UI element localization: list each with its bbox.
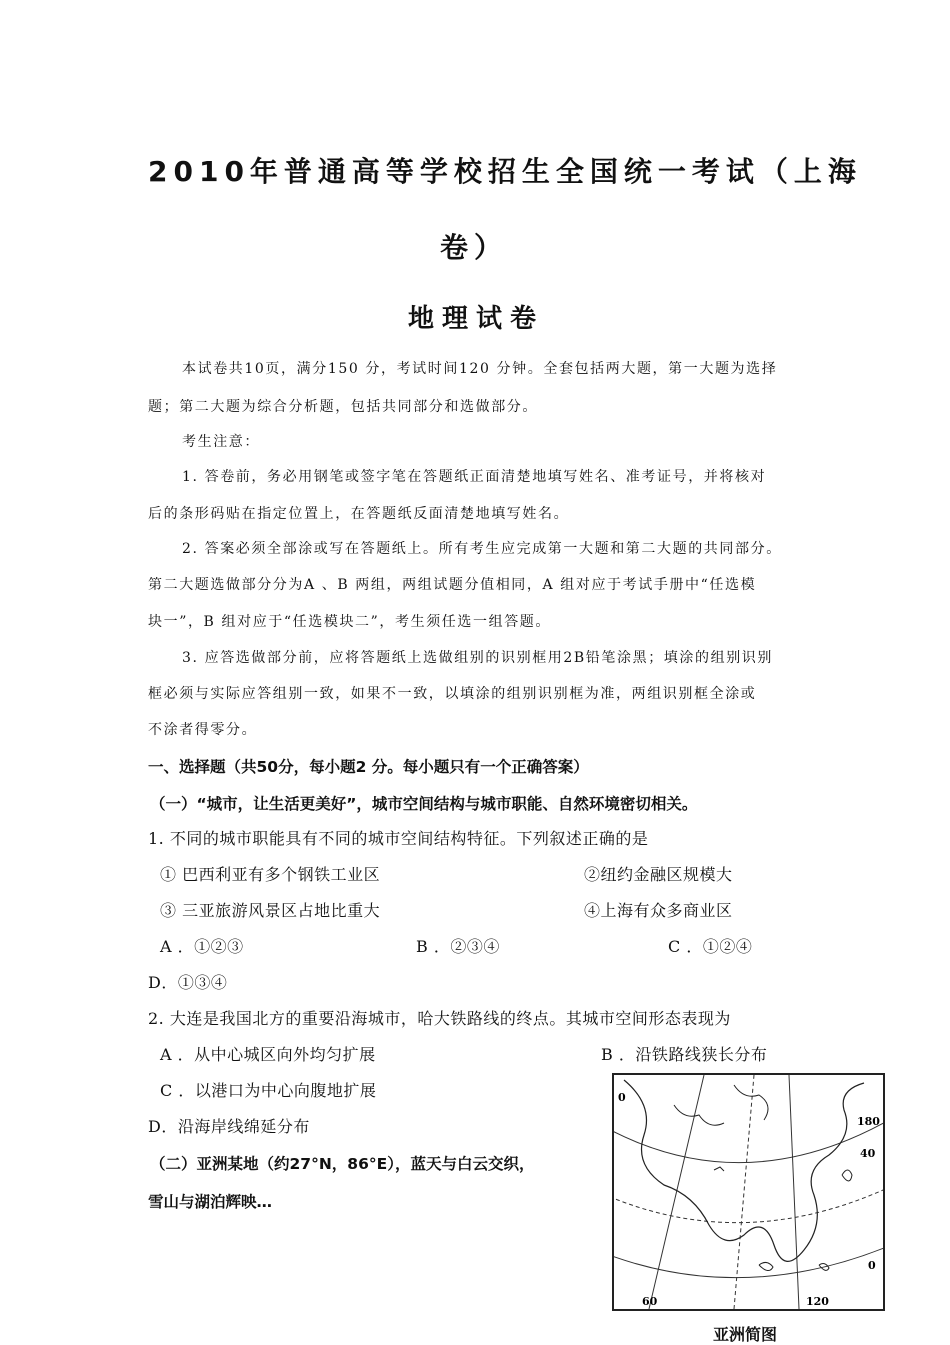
q1-option-b: B ．②③④: [416, 937, 500, 956]
q1-statement-2: ②纽约金融区规模大: [584, 865, 733, 884]
inner-coast: [674, 1105, 724, 1125]
intro-line2: 题；第二大题为综合分析题，包括共同部分和选做部分。: [148, 399, 538, 415]
group2-line2: 雪山与湖泊辉映…: [148, 1193, 273, 1211]
asia-map: [612, 1073, 885, 1311]
lake-shape: [714, 1167, 724, 1171]
q2-stem: 2. 大连是我国北方的重要沿海城市，哈大铁路线的终点。其城市空间形态表现为: [148, 1009, 731, 1028]
map-label-40: 40: [860, 1147, 876, 1160]
group1-heading: （一）“城市，让生活更美好”，城市空间结构与城市职能、自然环境密切相关。: [150, 795, 698, 813]
map-label-180: 180: [857, 1115, 880, 1128]
notice2-line1: 2. 答案必须全部涂或写在答题纸上。所有考生应完成第一大题和第二大题的共同部分。: [182, 541, 782, 557]
exam-title-line1: 2010年普通高等学校招生全国统一考试（上海: [148, 155, 862, 188]
q2-option-b: B ．沿铁路线狭长分布: [601, 1045, 768, 1064]
notice2-line3: 块一”，B 组对应于“任选模块二”，考生须任选一组答题。: [148, 614, 552, 630]
notice-heading: 考生注意：: [182, 434, 260, 450]
asia-map-graphic: [614, 1075, 883, 1309]
q1-option-a: A ．①②③: [160, 937, 244, 956]
notice3-line2: 框必须与实际应答组别一致，如果不一致，以填涂的组别识别框为准，两组识别框全涂或: [148, 686, 757, 702]
map-label-0-right: 0: [868, 1259, 876, 1272]
group2-line1: （二）亚洲某地（约27°N，86°E），蓝天与白云交织，: [150, 1155, 535, 1173]
exam-title-line2: 卷）: [440, 231, 509, 264]
q2-option-c: C ．以港口为中心向腹地扩展: [160, 1081, 377, 1100]
japan-shape: [842, 1170, 852, 1181]
meridian-60: [649, 1075, 704, 1309]
notice3-line1: 3. 应答选做部分前，应将答题纸上选做组别的识别框用2B铅笔涂黑；填涂的组别识别: [182, 650, 774, 666]
latitude-arc-dashed: [614, 1175, 883, 1223]
latitude-arc-lower: [614, 1235, 883, 1278]
q1-statement-4: ④上海有众多商业区: [584, 901, 733, 920]
q2-option-a: A ．从中心城区向外均匀扩展: [160, 1045, 376, 1064]
q1-statement-3: ③ 三亚旅游风景区占地比重大: [160, 901, 381, 920]
intro-line1: 本试卷共10页，满分150 分，考试时间120 分钟。全套包括两大题，第一大题为选择: [182, 361, 778, 377]
map-label-0-top: 0: [618, 1091, 626, 1104]
arctic-coast: [734, 1085, 768, 1120]
q1-option-d: D．①③④: [148, 973, 228, 992]
coastline: [624, 1080, 864, 1261]
notice2-line2: 第二大题选做部分分为A 、B 两组，两组试题分值相同，A 组对应于考试手册中“任选模: [148, 577, 757, 593]
subject-title: 地理试卷: [408, 304, 545, 334]
q1-stem: 1. 不同的城市职能具有不同的城市空间结构特征。下列叙述正确的是: [148, 829, 649, 848]
q1-statement-1: ① 巴西利亚有多个钢铁工业区: [160, 865, 381, 884]
map-label-60: 60: [642, 1295, 658, 1308]
map-caption: 亚洲简图: [713, 1325, 778, 1344]
notice1-line1: 1. 答卷前，务必用钢笔或签字笔在答题纸正面清楚地填写姓名、准考证号，并将核对: [182, 469, 767, 485]
island-shape: [759, 1262, 773, 1270]
notice1-line2: 后的条形码贴在指定位置上，在答题纸反面清楚地填写姓名。: [148, 506, 570, 522]
notice3-line3: 不涂者得零分。: [148, 722, 258, 738]
section1-heading: 一、选择题（共50分，每小题2 分。每小题只有一个正确答案）: [148, 758, 589, 776]
map-label-120: 120: [806, 1295, 829, 1308]
q2-option-d: D．沿海岸线绵延分布: [148, 1117, 310, 1136]
q1-option-c: C ．①②④: [668, 937, 753, 956]
meridian-90: [734, 1075, 754, 1309]
